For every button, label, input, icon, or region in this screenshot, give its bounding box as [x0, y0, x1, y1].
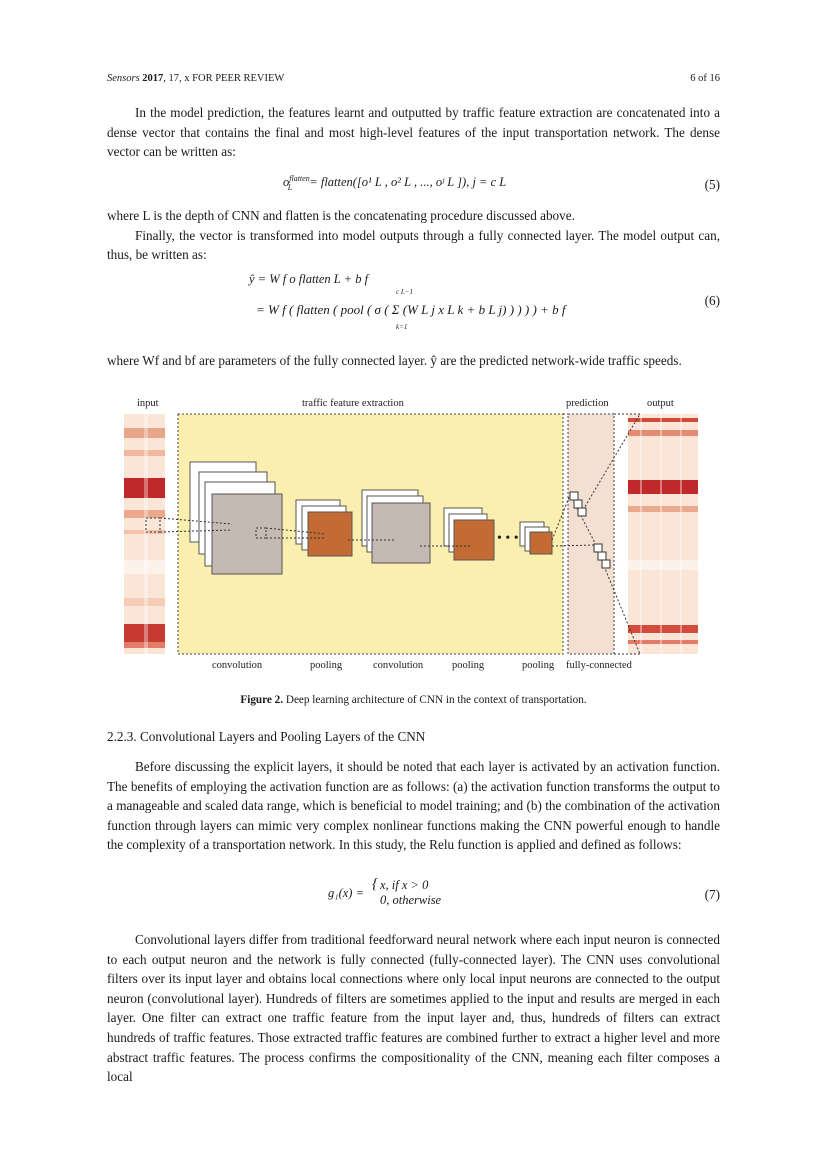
fig-label-extraction: traffic feature extraction [302, 398, 404, 409]
eq7-case-1: x, if x > 0 [380, 878, 429, 892]
eq5-lhs: o [283, 175, 290, 190]
eq5-rhs: = flatten([o¹ L , o² L , ..., oʲ L ]), j = c L [309, 175, 507, 190]
eq5-lhs-sub: L [287, 182, 293, 192]
paragraph-3-text: where Wf and bf are parameters of the fully connected layer. ŷ are the predicted network-wide traffic speeds. [107, 353, 682, 368]
fig-label-pool1: pooling [310, 660, 343, 671]
ellipsis-dots: • • • [497, 531, 519, 546]
pool3-feature-maps [520, 522, 552, 554]
conv2-feature-maps [362, 490, 430, 563]
figure-caption [107, 694, 720, 706]
fig-label-conv1: convolution [212, 660, 263, 671]
section-heading: 2.2.3. Convolutional Layers and Pooling Layers of the CNN [107, 729, 426, 744]
output-heatmap [628, 414, 698, 654]
fig-label-pool3: pooling [522, 660, 555, 671]
fig-label-fc: fully-connected [566, 660, 632, 671]
eq7-brace: { [372, 876, 378, 892]
paragraph-4-text: Before discussing the explicit layers, it should be noted that each layer is activated by an activation function. The benefits of employing the activation function are as follows: (a) the activation function transforms the output to a manageable and scaled data range, which is beneficial to model training; and (b) the combination of the activation function through layers can mimic very complex nonlinear functions making the CNN powerful enough to handle the complexity of a transportation network. In this study, the Relu function is applied and defined as follows: [107, 759, 720, 853]
caption-label: Figure 2. [240, 694, 284, 706]
caption-text: Deep learning architecture of CNN in the context of transportation. [283, 694, 587, 706]
fig-label-output: output [647, 398, 674, 409]
pool2-feature-maps [444, 508, 494, 560]
paragraph-5-text: Convolutional layers differ from traditional feedforward neural network where each input neuron is connected to each output neuron and the network is fully connected (fully-connected layer). The CNN uses convolutional filters over its input layer and obtains local connections where only local input neurons are connected to the output neuron (convolutional layer). Hundreds of filters are sometimes applied to the input and results are merged in each layer. One filter can extract one traffic feature from the input layer and, thus, hundreds of filters can extract hundreds of traffic features. Those extracted traffic features are combined further to extract a higher level and more abstract traffic features. The process confirms the compositionality of the CNN, meaning each filter composes a local [107, 932, 720, 1085]
journal-name: Sensors [107, 73, 140, 84]
eq7-case-2: 0, otherwise [380, 893, 442, 907]
equation-6-line-2: = W f ( flatten ( pool ( σ ( Σ (W L j x L k + b L j) ) ) ) ) + b f [256, 302, 566, 317]
eq5-lhs-sup: flatten [289, 174, 310, 183]
fig-label-pool2: pooling [452, 660, 485, 671]
fig-label-conv2: convolution [373, 660, 424, 671]
journal-year: 2017 [142, 73, 164, 84]
eq5-number: (5) [704, 177, 720, 192]
paragraph-1-text: In the model prediction, the features learnt and outputted by traffic feature extraction are concatenated into a dense vector that contains the final and most high-level features of the input transportation network. The dense vector can be written as: [107, 105, 720, 160]
journal-volume: , 17, x FOR PEER REVIEW [163, 73, 285, 84]
fig-label-input: input [137, 398, 159, 409]
paragraph-2b-text: Finally, the vector is transformed into model outputs through a fully connected layer. The model output can, thus, be written as: [107, 227, 720, 263]
equation-6-line-1: ŷ = W f o flatten L + b f [249, 272, 369, 286]
eq6-sum-bottom: k=1 [396, 323, 408, 331]
eq7-lhs: g₁(x) = [328, 886, 365, 900]
paragraph-5 [107, 930, 720, 1087]
eq6-number: (6) [704, 293, 720, 308]
input-heatmap [124, 414, 165, 654]
prediction-panel [568, 414, 614, 654]
fig-label-prediction: prediction [566, 398, 609, 409]
page-number: 6 of 16 [690, 73, 720, 84]
paragraph-4 [107, 757, 720, 855]
eq7-number: (7) [704, 887, 720, 902]
eq6-sum-top: c L−1 [396, 288, 413, 296]
paragraph-2a-text: where L is the depth of CNN and flatten is the concatenating procedure discussed above. [107, 208, 575, 223]
pool1-feature-maps [296, 500, 352, 556]
